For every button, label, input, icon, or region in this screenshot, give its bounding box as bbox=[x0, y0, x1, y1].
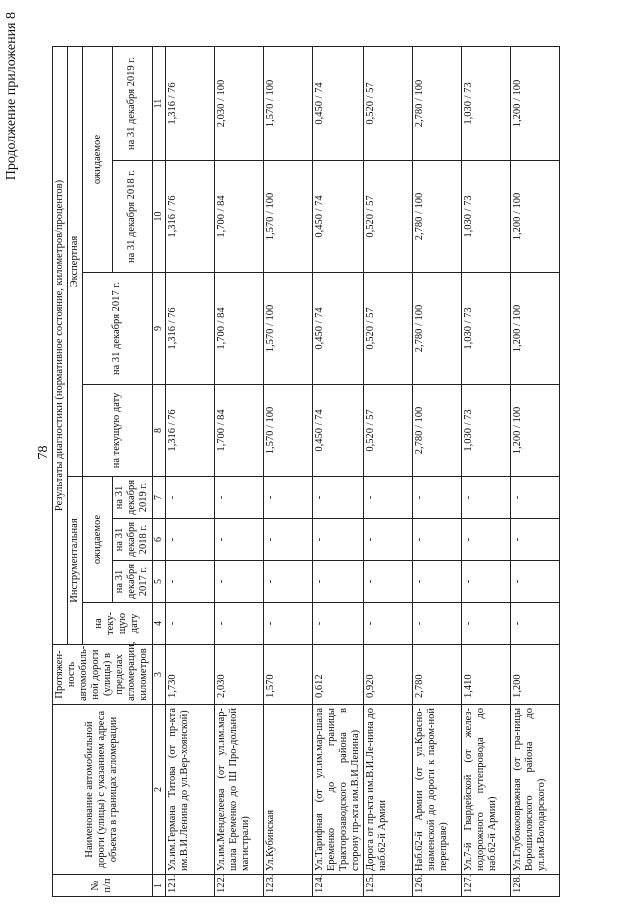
row-number: 123. bbox=[263, 875, 312, 897]
expert-2018: 1,316 / 76 bbox=[165, 161, 214, 273]
expert-2017: 0,520 / 57 bbox=[363, 273, 412, 385]
colnum: 6 bbox=[152, 519, 165, 561]
row-number: 127. bbox=[461, 875, 510, 897]
header-instr-2018: на 31 декабря 2018 г. bbox=[113, 519, 152, 561]
row-number: 128. bbox=[510, 875, 559, 897]
instr-2017: - bbox=[214, 561, 263, 603]
instr-2019: - bbox=[412, 477, 461, 519]
table-row bbox=[165, 47, 214, 897]
instr-2017: - bbox=[510, 561, 559, 603]
expert-current: 0,450 / 74 bbox=[312, 385, 363, 477]
header-instrumental: Инструментальная bbox=[68, 477, 83, 645]
table-row bbox=[461, 47, 510, 897]
header-instr-expected: ожидаемое bbox=[83, 477, 113, 603]
header-num: № п/п bbox=[53, 875, 153, 897]
instr-2017: - bbox=[165, 561, 214, 603]
expert-current: 1,200 / 100 bbox=[510, 385, 559, 477]
table-row bbox=[510, 47, 559, 897]
road-length: 1,730 bbox=[165, 645, 214, 705]
instr-current: - bbox=[263, 603, 312, 645]
expert-2018: 2,780 / 100 bbox=[412, 161, 461, 273]
instr-2018: - bbox=[510, 519, 559, 561]
expert-2019: 1,316 / 76 bbox=[165, 47, 214, 161]
instr-2017: - bbox=[312, 561, 363, 603]
colnum: 1 bbox=[152, 875, 165, 897]
header-expert-expected: ожидаемое bbox=[83, 47, 113, 273]
expert-2017: 1,570 / 100 bbox=[263, 273, 312, 385]
road-name: Ул.Тарифная (от ул.им.мар-шала Еременко до границы Тракторозаводского района в сторону пр-кта им.В.И.Ленина) bbox=[312, 705, 363, 875]
colnum: 4 bbox=[152, 603, 165, 645]
instr-current: - bbox=[363, 603, 412, 645]
colnum: 9 bbox=[152, 273, 165, 385]
instr-2017: - bbox=[461, 561, 510, 603]
instr-current: - bbox=[312, 603, 363, 645]
colnum: 5 bbox=[152, 561, 165, 603]
instr-2018: - bbox=[214, 519, 263, 561]
road-length: 1,570 bbox=[263, 645, 312, 705]
instr-2018: - bbox=[312, 519, 363, 561]
instr-current: - bbox=[165, 603, 214, 645]
instr-current: - bbox=[510, 603, 559, 645]
road-name: Ул.7-й Гвардейской (от желез-нодорожного путепровода до наб.62-й Армии) bbox=[461, 705, 510, 875]
expert-2019: 1,200 / 100 bbox=[510, 47, 559, 161]
table-row bbox=[363, 47, 412, 897]
road-length: 2,030 bbox=[214, 645, 263, 705]
instr-2019: - bbox=[510, 477, 559, 519]
road-length: 0,612 bbox=[312, 645, 363, 705]
expert-2019: 0,520 / 57 bbox=[363, 47, 412, 161]
expert-current: 2,780 / 100 bbox=[412, 385, 461, 477]
road-name: Ул.им.Германа Титова (от пр-кта им.В.И.Ленина до ул.Вер-хоянской) bbox=[165, 705, 214, 875]
expert-2017: 2,780 / 100 bbox=[412, 273, 461, 385]
instr-2018: - bbox=[461, 519, 510, 561]
header-expert: Экспертная bbox=[68, 47, 83, 477]
road-name: Дорога от пр-кта им.В.И.Ле-нина до наб.62-й Армии bbox=[363, 705, 412, 875]
instr-2018: - bbox=[412, 519, 461, 561]
colnum: 10 bbox=[152, 161, 165, 273]
table-row bbox=[263, 47, 312, 897]
expert-2019: 0,450 / 74 bbox=[312, 47, 363, 161]
expert-2019: 1,030 / 73 bbox=[461, 47, 510, 161]
header-name: Наименование автомобильной дороги (улицы) с указанием адреса объекта в границах агломерации bbox=[53, 705, 153, 875]
diagnostics-table bbox=[52, 46, 560, 897]
instr-2018: - bbox=[165, 519, 214, 561]
instr-2019: - bbox=[263, 477, 312, 519]
colnum: 11 bbox=[152, 47, 165, 161]
expert-2017: 1,030 / 73 bbox=[461, 273, 510, 385]
expert-2018: 1,200 / 100 bbox=[510, 161, 559, 273]
expert-2019: 2,780 / 100 bbox=[412, 47, 461, 161]
expert-2017: 0,450 / 74 bbox=[312, 273, 363, 385]
instr-2017: - bbox=[412, 561, 461, 603]
expert-2017: 1,200 / 100 bbox=[510, 273, 559, 385]
page-number: 78 bbox=[36, 445, 51, 460]
road-name: Ул.Глубокоовражная (от гра-ницы Ворошиловского района до ул.им.Володарского) bbox=[510, 705, 559, 875]
instr-current: - bbox=[461, 603, 510, 645]
expert-2018: 1,030 / 73 bbox=[461, 161, 510, 273]
colnum: 3 bbox=[152, 645, 165, 705]
header-expert-2017: на 31 декабря 2017 г. bbox=[83, 273, 152, 385]
road-length: 0,920 bbox=[363, 645, 412, 705]
road-name: Наб.62-й Армии (от ул.Красно-знаменской до дороги к паром-ной переправе) bbox=[412, 705, 461, 875]
table-row bbox=[214, 47, 263, 897]
row-number: 122. bbox=[214, 875, 263, 897]
instr-current: - bbox=[214, 603, 263, 645]
table-body bbox=[165, 47, 559, 897]
expert-2018: 1,700 / 84 bbox=[214, 161, 263, 273]
instr-2018: - bbox=[263, 519, 312, 561]
colnum: 8 bbox=[152, 385, 165, 477]
instr-2019: - bbox=[214, 477, 263, 519]
header-results: Результаты диагностики (нормативное состояние, километров/процентов) bbox=[53, 47, 68, 645]
expert-2019: 1,570 / 100 bbox=[263, 47, 312, 161]
expert-2018: 0,450 / 74 bbox=[312, 161, 363, 273]
header-expert-2018: на 31 декабря 2018 г. bbox=[113, 161, 152, 273]
row-number: 124. bbox=[312, 875, 363, 897]
road-length: 2,780 bbox=[412, 645, 461, 705]
header-instr-2019: на 31 декабря 2019 г. bbox=[113, 477, 152, 519]
expert-current: 1,570 / 100 bbox=[263, 385, 312, 477]
appendix-caption: Продолжение приложения 8 bbox=[4, 12, 19, 181]
table-row bbox=[412, 47, 461, 897]
road-name: Ул.им.Менделеева (от ул.им.мар-шала Еременко до Ш Про-дольной магистрали) bbox=[214, 705, 263, 875]
row-number: 121. bbox=[165, 875, 214, 897]
instr-2017: - bbox=[363, 561, 412, 603]
row-number: 126. bbox=[412, 875, 461, 897]
instr-2019: - bbox=[461, 477, 510, 519]
header-expert-current: на текущую дату bbox=[83, 385, 152, 477]
expert-current: 1,030 / 73 bbox=[461, 385, 510, 477]
instr-2019: - bbox=[363, 477, 412, 519]
expert-current: 1,316 / 76 bbox=[165, 385, 214, 477]
header-row-1 bbox=[53, 47, 68, 897]
column-numbers-row bbox=[152, 47, 165, 897]
expert-2018: 0,520 / 57 bbox=[363, 161, 412, 273]
expert-2017: 1,700 / 84 bbox=[214, 273, 263, 385]
instr-current: - bbox=[412, 603, 461, 645]
colnum: 7 bbox=[152, 477, 165, 519]
road-name: Ул.Кубинская bbox=[263, 705, 312, 875]
expert-current: 0,520 / 57 bbox=[363, 385, 412, 477]
colnum: 2 bbox=[152, 705, 165, 875]
instr-2019: - bbox=[165, 477, 214, 519]
instr-2019: - bbox=[312, 477, 363, 519]
expert-2018: 1,570 / 100 bbox=[263, 161, 312, 273]
expert-current: 1,700 / 84 bbox=[214, 385, 263, 477]
road-length: 1,200 bbox=[510, 645, 559, 705]
instr-2017: - bbox=[263, 561, 312, 603]
road-length: 1,410 bbox=[461, 645, 510, 705]
row-number: 125. bbox=[363, 875, 412, 897]
table-row bbox=[312, 47, 363, 897]
expert-2019: 2,030 / 100 bbox=[214, 47, 263, 161]
instr-2018: - bbox=[363, 519, 412, 561]
header-instr-current: на теку-щую дату bbox=[83, 603, 152, 645]
header-instr-2017: на 31 декабря 2017 г. bbox=[113, 561, 152, 603]
header-length: Протяжен-ность автомобиль-ной дороги (улицы) в пределах агломерации, километров bbox=[53, 645, 153, 705]
header-expert-2019: на 31 декабря 2019 г. bbox=[113, 47, 152, 161]
expert-2017: 1,316 / 76 bbox=[165, 273, 214, 385]
